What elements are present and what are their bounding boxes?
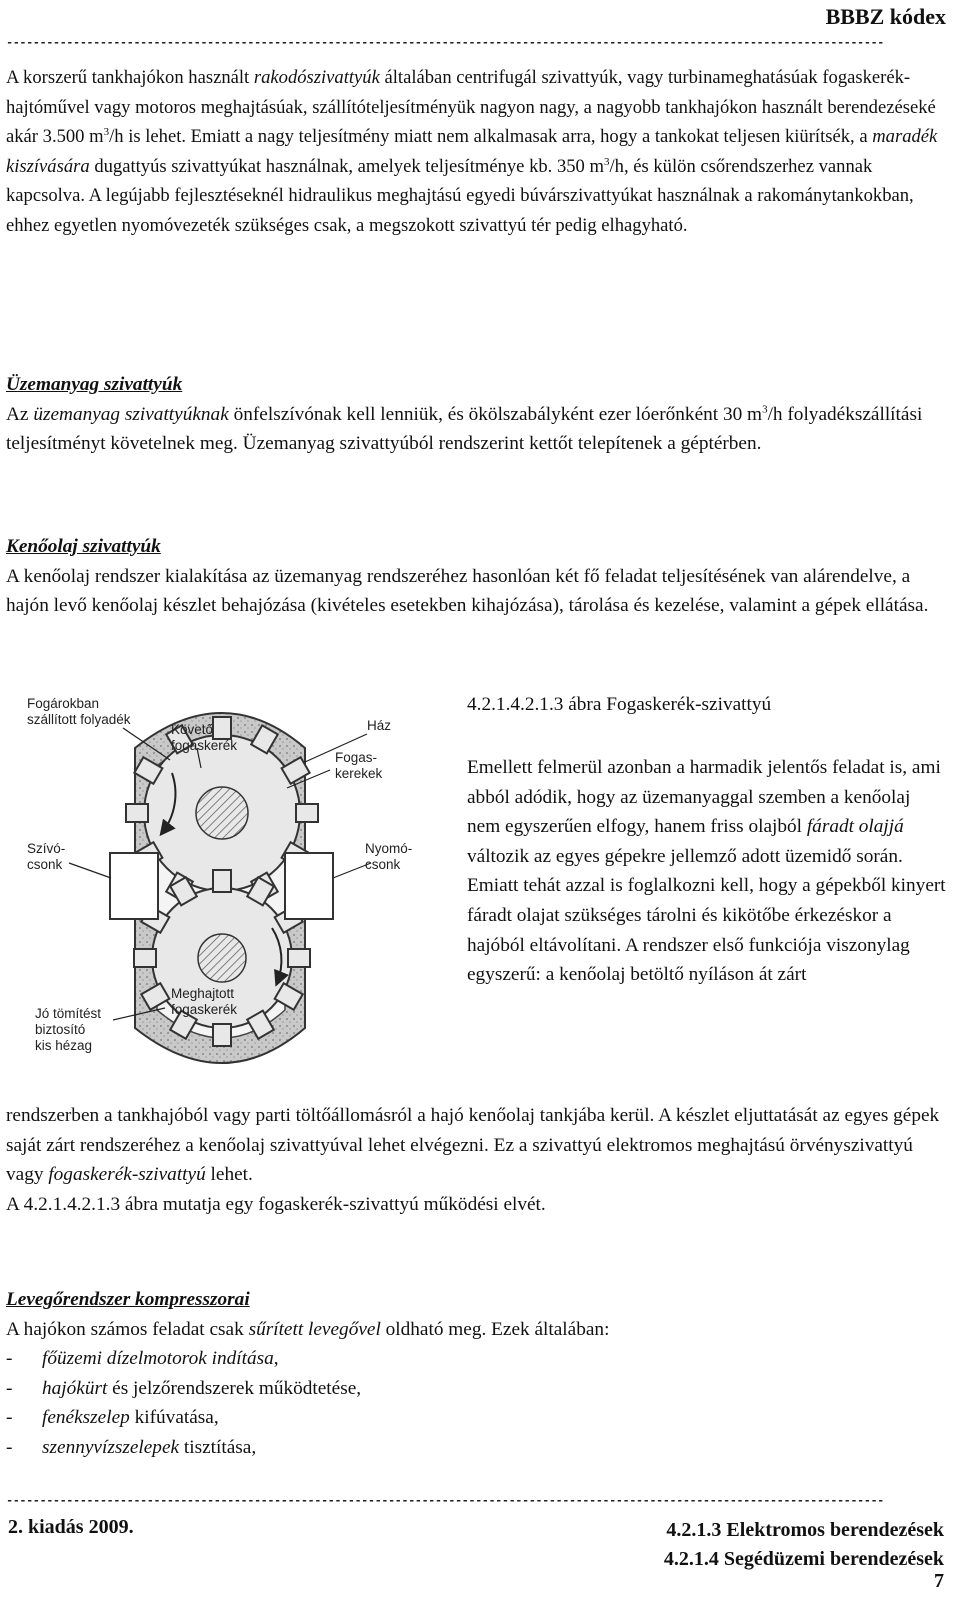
text-run: A hajókon számos feladat csak (6, 1318, 249, 1340)
section-heading: Üzemanyag szivattyúk (6, 374, 183, 395)
list-item (6, 1374, 946, 1404)
label-suction: Szívó-csonk (27, 841, 66, 872)
emphasis: maradék kiszívására (6, 126, 938, 177)
edition: 2. kiadás 2009. (8, 1516, 134, 1538)
page-number: 7 (934, 1570, 944, 1592)
label-fluid: Fogárokban szállított folyadék (27, 696, 131, 727)
text-run: /h, és külön csőrendszerhez vannak kapcsolva. A legújabb fejlesztéseknél hidraulikus meghajtású egyedi búvárszivattyúkat használnak a rakománytankokban, ehhez egyetlen nyomóvezeték szükséges csak, a megszokott szivattyú tér pedig elhagyható. (6, 155, 914, 236)
pressure-port (285, 853, 333, 919)
emphasis: fogaskerék-szivattyú (48, 1164, 206, 1186)
suction-port (110, 853, 158, 919)
text-run: , (273, 1348, 279, 1370)
label-seal-gap: Jó tömítést biztosító kis hézag (35, 1006, 102, 1053)
oil-pumps-section (6, 532, 946, 621)
wrapped-paragraph (467, 753, 947, 990)
footer-sections (664, 1516, 944, 1574)
text-run: és jelzőrendszerek működtetése, (107, 1377, 362, 1399)
list-item (6, 1433, 946, 1463)
label-gears: Fogas-kerekek (335, 750, 383, 781)
gear-pump-figure (5, 688, 441, 1080)
list-dash: - (6, 1377, 13, 1399)
list-dash: - (6, 1436, 13, 1458)
section-text (6, 1101, 946, 1190)
label-driven-gear: Meghajtott fogaskerék (171, 986, 238, 1017)
continuation-paragraph (6, 1101, 946, 1219)
superscript: 3 (603, 155, 610, 168)
emphasis: sűrített levegővel (248, 1318, 381, 1340)
text-run: Az (6, 403, 34, 425)
label-follower-gear: Követő fogaskerék (171, 722, 238, 753)
text-run: változik az egyes gépekre jellemző adott üzemidő során. Emiatt tehát azzal is foglalkozni kell, hogy a gépekből kinyert fáradt olajat szükséges tárolni és kikötőbe érkezéskor a hajóból eltávolítani. A rendszer első funkciója viszonylag egyszerű: a kenőolaj betöltő nyíláson át zárt (467, 845, 946, 986)
text-run: önfelszívónak kell lenniük, és ökölszabályként ezer lóerőnként 30 m (228, 403, 763, 425)
label-housing: Ház (367, 718, 392, 733)
text-run: kifúvatása, (129, 1407, 219, 1429)
text-run: általában centrifugál szivattyúk, vagy turbinameghatásúak fogaskerék-hajtóművel vagy motoros meghajtásúak, szállítóteljesítményük nagyon nagy, a nagyobb tankhajókon használt berendezéseké akár 3.500 m (6, 67, 936, 148)
text-run: /h is lehet. Emiatt a nagy teljesítmény miatt nem alkalmasak arra, hogy a tankokat teljesen kiürítsék, a (109, 126, 873, 148)
text-run: dugattyús szivattyúkat használnak, amelyek teljesítménye kb. 350 m (89, 155, 604, 177)
list-item (6, 1403, 946, 1433)
emphasis: rakodószivattyúk (253, 67, 380, 88)
gear-pump-diagram (5, 688, 441, 1080)
superscript: 3 (103, 126, 110, 138)
section-text: A kenőolaj rendszer kialakítása az üzemanyag rendszeréhez hasonlóan két fő feladat teljesítésének van alárendelve, a hajón levő kenőolaj készlet behajózása (kivételes esetekben kihajózása), tárolása és kezelése, valamint a gépek ellátása. (6, 565, 929, 617)
fuel-pumps-section (6, 370, 946, 459)
emphasis: fenékszelep (42, 1407, 130, 1429)
section-heading: Levegőrendszer kompresszorai (6, 1289, 250, 1310)
footer-rule: ----------------------------------------------------------------------------------------------------------------------------------- (6, 1494, 884, 1508)
footer-section-2: 4.2.1.4 Segédüzemi berendezések (663, 1548, 944, 1570)
section-text (6, 400, 946, 459)
emphasis: szennyvízszelepek (42, 1436, 180, 1458)
list-dash: - (6, 1407, 13, 1429)
intro-paragraph (6, 63, 946, 241)
label-pressure: Nyomó-csonk (365, 841, 413, 872)
text-run: Emellett felmerül azonban a harmadik jelentős feladat is, ami abból adódik, hogy az üzemanyaggal szemben a kenőolaj nem egyszerűen elfogy, hanem friss olajból (467, 757, 941, 838)
document-code: BBBZ kódex (825, 4, 946, 29)
header-rule: ----------------------------------------------------------------------------------------------------------------------------------- (6, 36, 884, 50)
emphasis: fáradt olajjá (806, 816, 904, 838)
figure-reference: A 4.2.1.4.2.1.3 ábra mutatja egy fogaskerék-szivattyú működési elvét. (6, 1193, 546, 1215)
text-run: tisztítása, (179, 1436, 257, 1458)
air-compressors-section (6, 1285, 946, 1463)
superscript: 3 (762, 403, 768, 416)
emphasis: hajókürt (42, 1377, 108, 1399)
text-run: lehet. (205, 1164, 253, 1186)
emphasis: főüzemi dízelmotorok indítása (42, 1348, 274, 1370)
list-item (6, 1344, 946, 1374)
text-run: oldható meg. Ezek általában: (380, 1318, 610, 1340)
section-heading: Kenőolaj szivattyúk (6, 536, 161, 557)
text-run: A korszerű tankhajókon használt (6, 67, 254, 88)
section-text (6, 1315, 946, 1345)
text-run: /h folyadékszállítási teljesítményt követelnek meg. Üzemanyag szivattyúból rendszerint kettőt telepítenek a géptérben. (6, 403, 923, 455)
text-run: rendszerben a tankhajóból vagy parti töltőállomásról a hajó kenőolaj tankjába kerül. A készlet eljuttatását az egyes gépek saját zárt rendszeréhez a kenőolaj szivattyúval lehet elvégezni. Ez a szivattyú elektromos meghajtású örvényszivattyú vagy (6, 1105, 940, 1186)
footer-section-1: 4.2.1.3 Elektromos berendezések (666, 1519, 944, 1541)
emphasis: üzemanyag szivattyúknak (33, 403, 229, 425)
figure-caption: 4.2.1.4.2.1.3 ábra Fogaskerék-szivattyú (467, 694, 772, 715)
list-dash: - (6, 1348, 13, 1370)
